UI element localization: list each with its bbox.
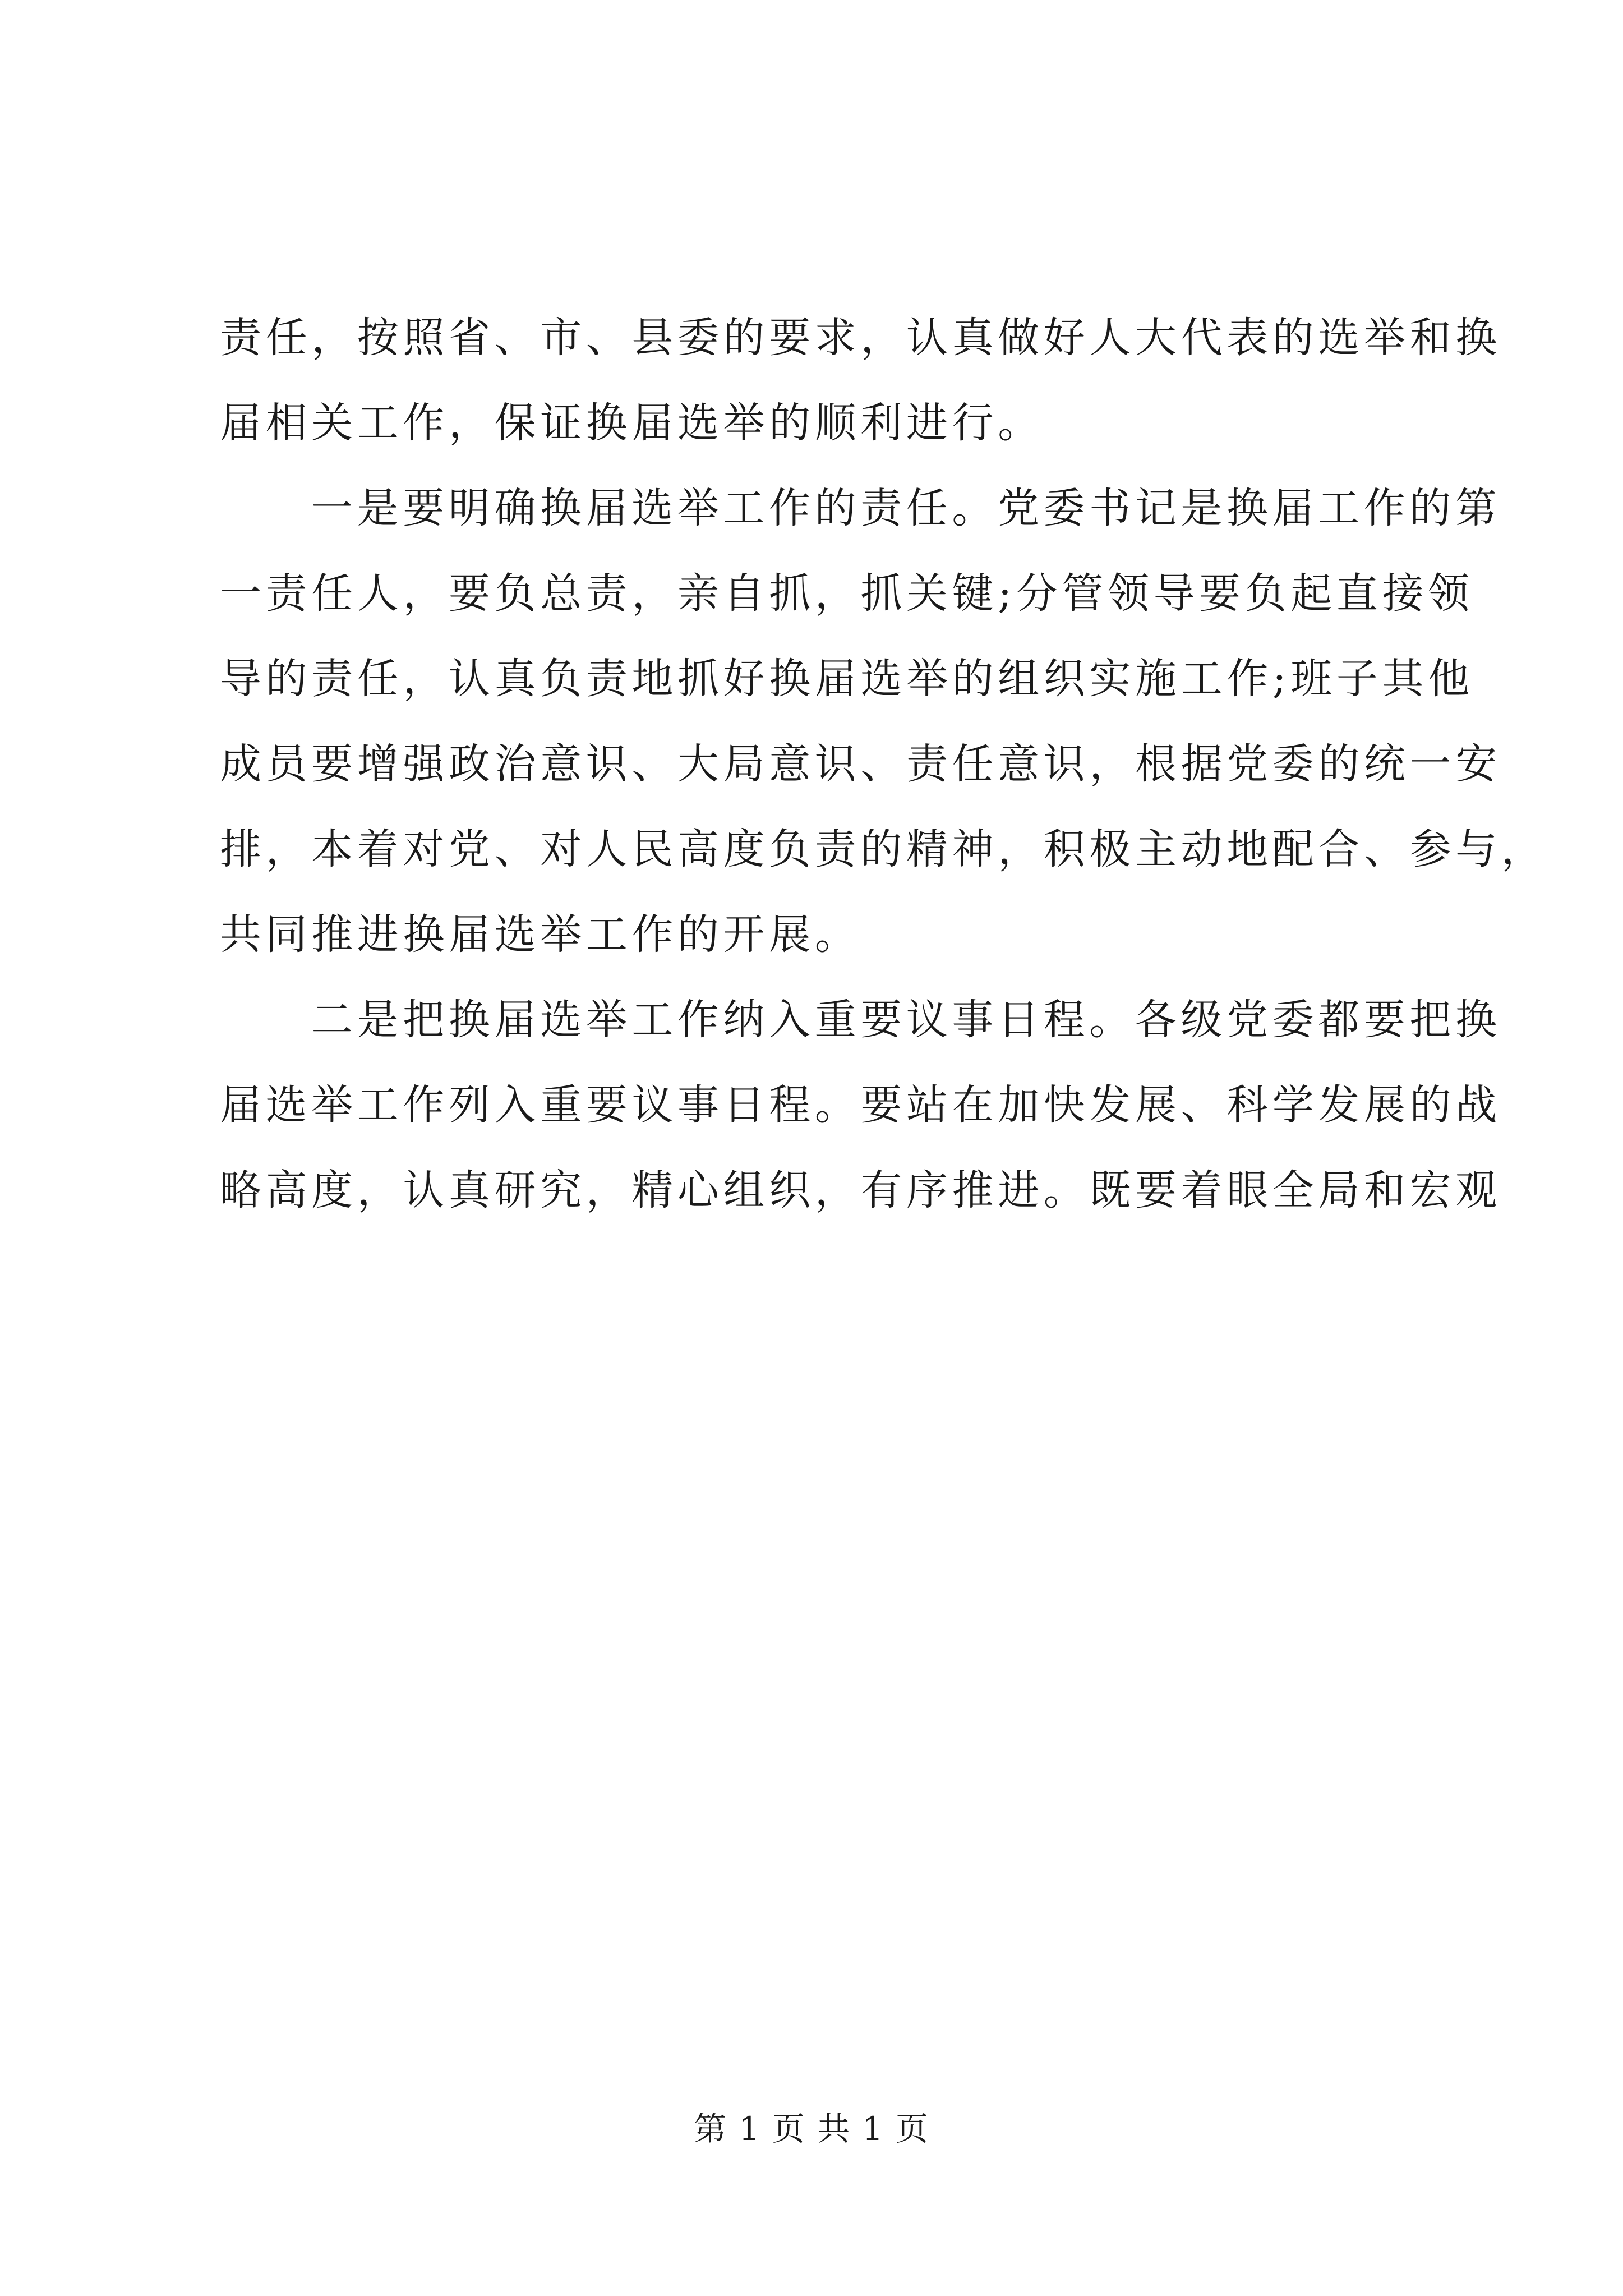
paragraph-line-7: 排，本着对党、对人民高度负责的精神，积极主动地配合、参与， xyxy=(220,825,1547,873)
paragraph-line-9: 二是把换届选举工作纳入重要议事日程。各级党委都要把换 xyxy=(311,996,1501,1044)
paragraph-line-10: 届选举工作列入重要议事日程。要站在加快发展、科学发展的战 xyxy=(220,1081,1501,1129)
paragraph-line-2: 届相关工作，保证换届选举的顺利进行。 xyxy=(220,399,1044,447)
paragraph-line-4: 一责任人，要负总责，亲自抓，抓关键;分管领导要负起直接领 xyxy=(220,569,1474,618)
paragraph-line-11: 略高度，认真研究，精心组织，有序推进。既要着眼全局和宏观 xyxy=(220,1166,1501,1214)
paragraph-line-8: 共同推进换届选举工作的开展。 xyxy=(220,910,861,959)
paragraph-line-5: 导的责任，认真负责地抓好换届选举的组织实施工作;班子其他 xyxy=(220,655,1474,703)
paragraph-line-6: 成员要增强政治意识、大局意识、责任意识，根据党委的统一安 xyxy=(220,740,1501,788)
document-body xyxy=(220,295,1547,1233)
page-footer: 第 1 页 共 1 页 xyxy=(694,2110,929,2148)
paragraph-line-3: 一是要明确换届选举工作的责任。党委书记是换届工作的第 xyxy=(311,484,1501,532)
paragraph-line-1: 责任，按照省、市、县委的要求，认真做好人大代表的选举和换 xyxy=(220,314,1501,362)
